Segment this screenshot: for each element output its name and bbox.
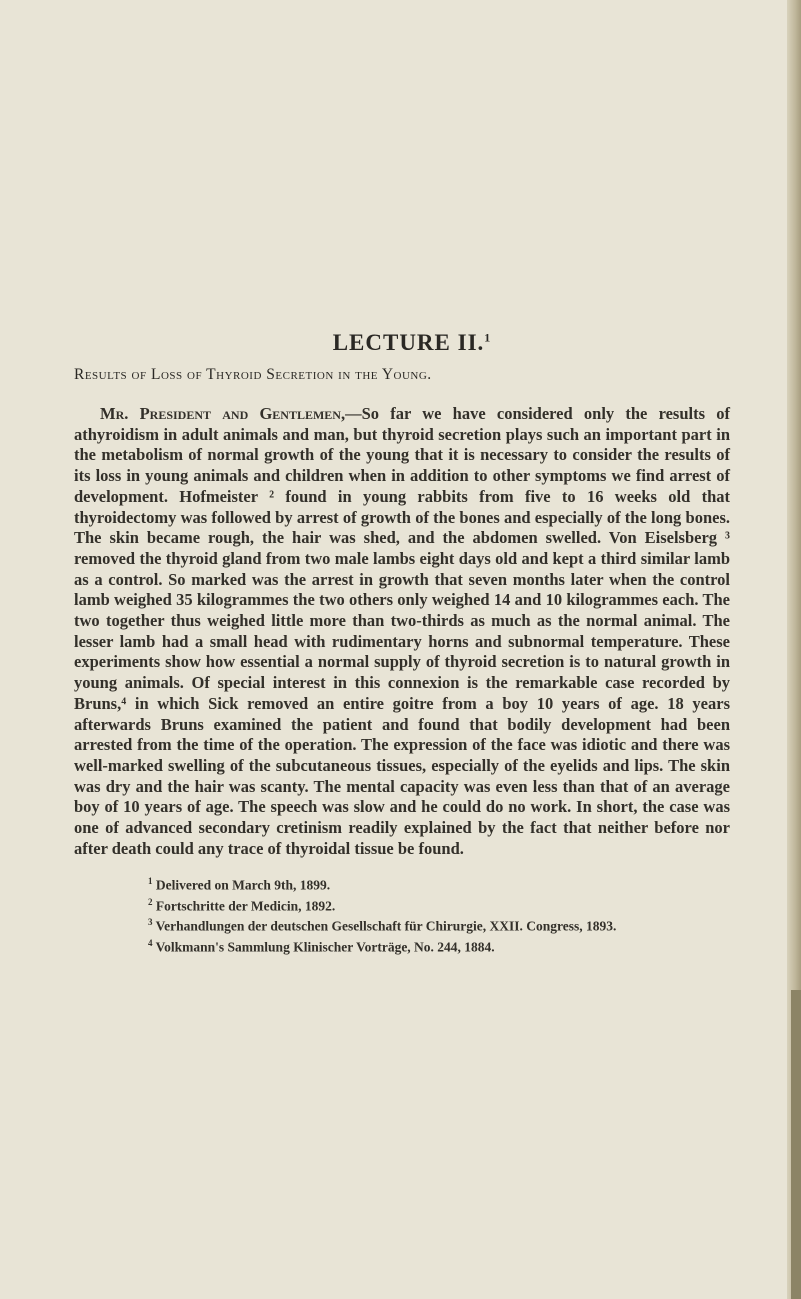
footnotes [74,873,730,955]
title-footnote-marker: 1 [484,330,492,345]
page-content [74,330,730,955]
footnote-3: $^3$ Verhandlungen der deutschen Gesellschaft für Chirurgie, XXII. Congress, 1893. [148,917,617,934]
body-paragraph [74,404,730,859]
footnote-2: $^2$ Fortschritte der Medicin, 1892. [148,896,336,914]
footnote-4: $^4$ Volkmann's Sammlung Klinischer Vorträge, No. 244, 1884. [148,937,495,955]
footnote-1: $^1$ Delivered on March 9th, 1899. [148,876,331,893]
lecture-title: LECTURE II.$^1$ [332,330,492,355]
body-text: —So far we have considered only the results of athyroidism in adult animals and man, but thyroid secretion plays such an important part in the metabolism of normal growth of the young that it is necessary to consider the results of its loss in young animals and children when in addition to other symptoms we find arrest of development. Hofmeister ² found in young rabbits from five to 16 weeks old that thyroidectomy was followed by arrest of growth of the bones and especially of the long bones. The skin became rough, the hair was shed, and the abdomen swelled. Von Eiselsberg ³ removed the thyroid gland from two male lambs eight days old and kept a third similar lamb as a control. So marked was the arrest in growth that seven months later when the control lamb weighed 35 kilogrammes the two others only weighed 14 and 10 kilogrammes each. The two together thus weighed little more than two-thirds as much as the normal animal. The lesser lamb had a small head with rudimentary horns and subnormal temperature. These experiments show how essential a normal supply of thyroid secretion is to natural growth in young animals. Of special interest in this connexion is the remarkable case recorded by Bruns,⁴ in which Sick removed an entire goitre from a boy 10 years of age. 18 years afterwards Bruns examined the patient and found that bodily development had been arrested from the time of the operation. The expression of the face was idiotic and there was well-marked swelling of the subcutaneous tissues, especially of the eyelids and lips. The skin was dry and the hair was scanty. The mental capacity was even less than that of an average boy of 10 years of age. The speech was slow and he could do no work. In short, the case was one of advanced secondary cretinism readily explained by the fact that neither before nor after death could any trace of thyroidal tissue be found. [74,404,730,858]
page-edge-shadow [791,990,801,1299]
lecture-subtitle: Results of Loss of Thyroid Secretion in the Young. [74,366,432,383]
salutation: Mr. President and Gentlemen, [100,404,346,423]
